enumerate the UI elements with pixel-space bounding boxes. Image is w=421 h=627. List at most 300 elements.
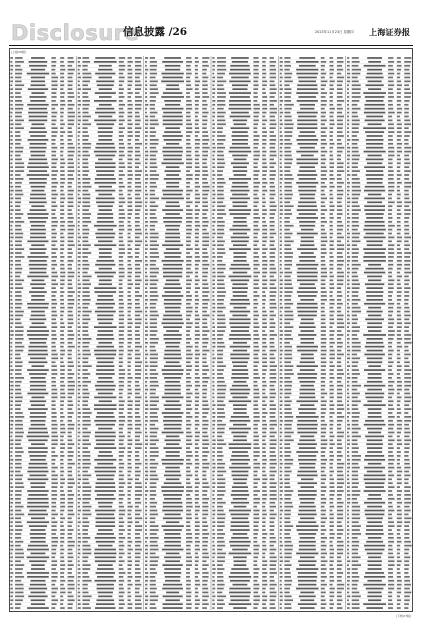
table-row xyxy=(211,346,278,349)
table-row xyxy=(9,428,76,431)
table-row xyxy=(346,217,413,220)
table-row xyxy=(76,463,143,466)
table-row xyxy=(144,517,211,520)
table-row xyxy=(278,252,345,255)
table-row xyxy=(144,397,211,400)
table-row xyxy=(144,303,211,306)
table-row xyxy=(9,549,76,552)
table-row xyxy=(76,354,143,357)
table-row xyxy=(211,424,278,427)
table-row xyxy=(346,564,413,567)
table-row xyxy=(346,244,413,247)
table-row xyxy=(278,194,345,197)
table-row xyxy=(346,69,413,72)
table-row xyxy=(144,346,211,349)
table-row xyxy=(211,400,278,403)
table-row xyxy=(346,373,413,376)
table-row xyxy=(346,116,413,119)
table-row xyxy=(211,120,278,123)
table-row xyxy=(278,564,345,567)
table-row xyxy=(278,400,345,403)
table-row xyxy=(76,334,143,337)
header-rule xyxy=(9,45,413,46)
table-row xyxy=(76,237,143,240)
table-row xyxy=(278,260,345,263)
table-row xyxy=(9,420,76,423)
table-row xyxy=(144,580,211,583)
table-row xyxy=(9,541,76,544)
table-row xyxy=(9,584,76,587)
table-row xyxy=(278,307,345,310)
continued-note: (下转27版) xyxy=(396,614,412,618)
table-row xyxy=(144,568,211,571)
table-row xyxy=(144,170,211,173)
table-row xyxy=(211,127,278,130)
table-row xyxy=(346,252,413,255)
table-row xyxy=(144,467,211,470)
table-row xyxy=(346,162,413,165)
table-row xyxy=(211,166,278,169)
table-row xyxy=(9,412,76,415)
table-row xyxy=(76,603,143,606)
table-row xyxy=(9,408,76,411)
table-row xyxy=(144,338,211,341)
table-row xyxy=(9,217,76,220)
table-row xyxy=(211,510,278,513)
table-row xyxy=(211,338,278,341)
table-row xyxy=(346,209,413,212)
table-row xyxy=(211,459,278,462)
table-row xyxy=(9,120,76,123)
table-row xyxy=(76,389,143,392)
table-row xyxy=(346,350,413,353)
table-row xyxy=(278,147,345,150)
table-row xyxy=(211,381,278,384)
table-row xyxy=(278,96,345,99)
table-row xyxy=(9,369,76,372)
date-line: 2023年11月23日 星期四 xyxy=(315,30,354,34)
table-row xyxy=(144,61,211,64)
table-row xyxy=(144,498,211,501)
table-row xyxy=(211,162,278,165)
table-row xyxy=(278,580,345,583)
table-row xyxy=(9,338,76,341)
table-row xyxy=(278,303,345,306)
table-row xyxy=(76,120,143,123)
table-row xyxy=(346,108,413,111)
table-row xyxy=(144,84,211,87)
table-row xyxy=(76,595,143,598)
table-row xyxy=(76,81,143,84)
table-row xyxy=(76,159,143,162)
table-row xyxy=(76,420,143,423)
table-row xyxy=(144,416,211,419)
table-row xyxy=(346,151,413,154)
table-row xyxy=(278,326,345,329)
table-row xyxy=(144,209,211,212)
table-row xyxy=(346,268,413,271)
table-row xyxy=(211,350,278,353)
table-row xyxy=(9,147,76,150)
table-row xyxy=(144,389,211,392)
table-row xyxy=(9,268,76,271)
table-row xyxy=(346,100,413,103)
table-row xyxy=(9,143,76,146)
table-row xyxy=(211,592,278,595)
table-row xyxy=(9,400,76,403)
table-row xyxy=(76,213,143,216)
table-row xyxy=(278,155,345,158)
table-row xyxy=(278,205,345,208)
table-row xyxy=(9,283,76,286)
table-row xyxy=(76,88,143,91)
table-row xyxy=(76,502,143,505)
table-row xyxy=(346,166,413,169)
table-row xyxy=(346,354,413,357)
table-row xyxy=(211,576,278,579)
table-row xyxy=(278,287,345,290)
table-row xyxy=(144,393,211,396)
table-row xyxy=(211,233,278,236)
table-row xyxy=(76,529,143,532)
table-row xyxy=(9,455,76,458)
table-row xyxy=(144,287,211,290)
table-row xyxy=(144,471,211,474)
table-row xyxy=(211,580,278,583)
table-row xyxy=(76,588,143,591)
table-row xyxy=(346,264,413,267)
table-row xyxy=(211,88,278,91)
table-row xyxy=(9,439,76,442)
table-row xyxy=(346,256,413,259)
table-row xyxy=(76,373,143,376)
table-row xyxy=(278,123,345,126)
table-row xyxy=(144,322,211,325)
table-row xyxy=(76,229,143,232)
table-row xyxy=(278,162,345,165)
table-row xyxy=(346,112,413,115)
table-row xyxy=(76,252,143,255)
table-row xyxy=(9,424,76,427)
table-row xyxy=(144,143,211,146)
table-row xyxy=(76,553,143,556)
table-row xyxy=(346,443,413,446)
table-row xyxy=(9,159,76,162)
table-row xyxy=(346,155,413,158)
table-row xyxy=(346,77,413,80)
table-row xyxy=(144,272,211,275)
table-row xyxy=(278,471,345,474)
table-row xyxy=(144,155,211,158)
table-row xyxy=(144,432,211,435)
table-row xyxy=(9,377,76,380)
table-row xyxy=(346,603,413,606)
table-row xyxy=(278,84,345,87)
table-row xyxy=(76,260,143,263)
table-row xyxy=(144,205,211,208)
table-row xyxy=(9,553,76,556)
table-row xyxy=(9,96,76,99)
table-row xyxy=(9,326,76,329)
table-row xyxy=(144,311,211,314)
table-row xyxy=(76,264,143,267)
table-row xyxy=(9,365,76,368)
table-row xyxy=(76,291,143,294)
table-row xyxy=(9,77,76,80)
table-row xyxy=(278,127,345,130)
table-row xyxy=(9,506,76,509)
table-row xyxy=(346,432,413,435)
table-row xyxy=(144,385,211,388)
table-row xyxy=(76,295,143,298)
table-row xyxy=(346,143,413,146)
table-row xyxy=(211,279,278,282)
table-row xyxy=(278,389,345,392)
table-row xyxy=(346,182,413,185)
table-row xyxy=(346,96,413,99)
table-row xyxy=(9,576,76,579)
table-row xyxy=(346,447,413,450)
table-row xyxy=(278,517,345,520)
table-row xyxy=(76,276,143,279)
table-row xyxy=(346,240,413,243)
table-row xyxy=(278,393,345,396)
table-row xyxy=(346,198,413,201)
table-row xyxy=(144,541,211,544)
table-row xyxy=(144,65,211,68)
table-row xyxy=(278,377,345,380)
table-row xyxy=(9,471,76,474)
table-row xyxy=(278,451,345,454)
table-row xyxy=(144,447,211,450)
table-row xyxy=(211,494,278,497)
table-row xyxy=(211,607,278,610)
table-row xyxy=(76,61,143,64)
table-row xyxy=(346,560,413,563)
table-row xyxy=(76,350,143,353)
table-row xyxy=(346,135,413,138)
table-row xyxy=(211,439,278,442)
table-row xyxy=(278,116,345,119)
table-row xyxy=(76,514,143,517)
table-row xyxy=(211,537,278,540)
table-row xyxy=(211,61,278,64)
table-row xyxy=(278,166,345,169)
table-row xyxy=(211,404,278,407)
table-row xyxy=(278,112,345,115)
table-row xyxy=(346,358,413,361)
table-row xyxy=(278,159,345,162)
table-row xyxy=(76,217,143,220)
table-row xyxy=(9,545,76,548)
table-row xyxy=(278,599,345,602)
table-row xyxy=(76,338,143,341)
table-row xyxy=(346,408,413,411)
table-row xyxy=(9,155,76,158)
table-row xyxy=(278,299,345,302)
table-row xyxy=(9,57,76,60)
table-row xyxy=(278,459,345,462)
table-row xyxy=(211,315,278,318)
table-row xyxy=(144,424,211,427)
table-row xyxy=(346,361,413,364)
table-row xyxy=(76,100,143,103)
table-row xyxy=(9,482,76,485)
table-row xyxy=(9,194,76,197)
masthead xyxy=(9,22,413,44)
table-row xyxy=(346,459,413,462)
table-row xyxy=(76,326,143,329)
table-row xyxy=(144,116,211,119)
table-row xyxy=(76,365,143,368)
table-row xyxy=(76,272,143,275)
table-row xyxy=(76,84,143,87)
table-row xyxy=(346,287,413,290)
table-row xyxy=(9,252,76,255)
table-row xyxy=(9,170,76,173)
table-row xyxy=(211,131,278,134)
table-row xyxy=(278,588,345,591)
table-row xyxy=(9,139,76,142)
table-row xyxy=(211,455,278,458)
table-row xyxy=(346,334,413,337)
table-row xyxy=(278,346,345,349)
table-row xyxy=(211,108,278,111)
table-row xyxy=(278,545,345,548)
table-row xyxy=(144,276,211,279)
table-row xyxy=(144,521,211,524)
table-row xyxy=(278,436,345,439)
table-row xyxy=(278,131,345,134)
table-row xyxy=(76,240,143,243)
table-row xyxy=(9,603,76,606)
table-row xyxy=(76,244,143,247)
table-row xyxy=(278,268,345,271)
table-row xyxy=(76,447,143,450)
table-row xyxy=(278,81,345,84)
table-row xyxy=(76,174,143,177)
table-row xyxy=(211,69,278,72)
table-row xyxy=(211,229,278,232)
table-row xyxy=(211,217,278,220)
table-row xyxy=(211,486,278,489)
table-row xyxy=(76,506,143,509)
table-row xyxy=(346,65,413,68)
table-row xyxy=(278,537,345,540)
table-row xyxy=(9,299,76,302)
table-row xyxy=(278,322,345,325)
table-row xyxy=(76,186,143,189)
table-row xyxy=(278,529,345,532)
table-row xyxy=(144,584,211,587)
table-row xyxy=(211,377,278,380)
table-row xyxy=(9,198,76,201)
table-row xyxy=(76,127,143,130)
table-row xyxy=(76,205,143,208)
table-row xyxy=(211,385,278,388)
table-row xyxy=(278,61,345,64)
table-row xyxy=(278,553,345,556)
table-row xyxy=(144,201,211,204)
table-row xyxy=(76,123,143,126)
table-row xyxy=(76,475,143,478)
table-row xyxy=(278,595,345,598)
table-row xyxy=(9,443,76,446)
table-row xyxy=(9,393,76,396)
table-row xyxy=(346,494,413,497)
table-row xyxy=(278,143,345,146)
table-row xyxy=(346,607,413,610)
table-row xyxy=(144,595,211,598)
table-row xyxy=(211,322,278,325)
table-row xyxy=(9,494,76,497)
table-row xyxy=(211,256,278,259)
table-row xyxy=(211,560,278,563)
table-row xyxy=(9,556,76,559)
table-row xyxy=(76,599,143,602)
table-row xyxy=(9,486,76,489)
table-row xyxy=(9,256,76,259)
table-row xyxy=(278,283,345,286)
table-row xyxy=(9,186,76,189)
table-row xyxy=(76,537,143,540)
table-row xyxy=(144,96,211,99)
table-row xyxy=(76,451,143,454)
table-row xyxy=(278,178,345,181)
table-row xyxy=(211,525,278,528)
table-row xyxy=(346,73,413,76)
table-row xyxy=(144,139,211,142)
table-row xyxy=(9,205,76,208)
table-row xyxy=(76,478,143,481)
table-row xyxy=(211,96,278,99)
table-row xyxy=(144,186,211,189)
table-row xyxy=(346,229,413,232)
table-row xyxy=(9,229,76,232)
table-row xyxy=(346,338,413,341)
table-row xyxy=(144,174,211,177)
table-row xyxy=(346,369,413,372)
table-row xyxy=(278,69,345,72)
table-row xyxy=(9,350,76,353)
table-row xyxy=(211,572,278,575)
table-row xyxy=(144,217,211,220)
table-row xyxy=(76,112,143,115)
table-row xyxy=(76,455,143,458)
table-row xyxy=(76,416,143,419)
table-row xyxy=(9,92,76,95)
table-row xyxy=(278,229,345,232)
table-row xyxy=(76,467,143,470)
table-row xyxy=(76,155,143,158)
table-row xyxy=(346,385,413,388)
table-row xyxy=(346,237,413,240)
table-row xyxy=(278,467,345,470)
table-row xyxy=(211,252,278,255)
table-row xyxy=(346,221,413,224)
table-row xyxy=(211,194,278,197)
table-row xyxy=(144,100,211,103)
table-row xyxy=(211,564,278,567)
table-row xyxy=(9,358,76,361)
table-row xyxy=(144,162,211,165)
table-row xyxy=(76,568,143,571)
table-row xyxy=(144,194,211,197)
table-row xyxy=(76,92,143,95)
table-row xyxy=(346,131,413,134)
table-row xyxy=(144,318,211,321)
table-row xyxy=(278,541,345,544)
